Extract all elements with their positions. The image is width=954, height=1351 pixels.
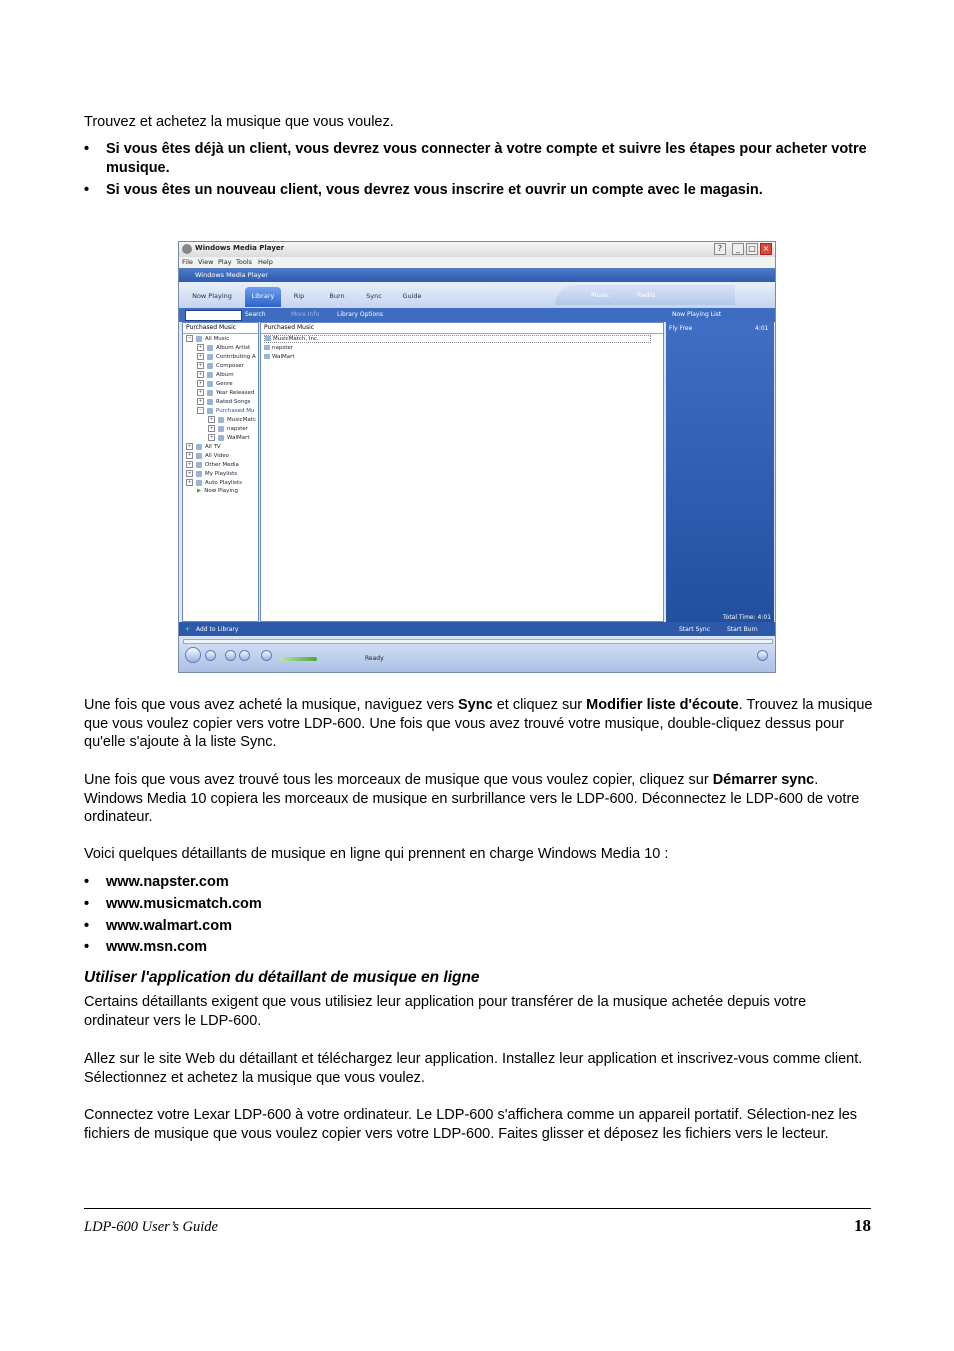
bullet-icon: •: [84, 896, 90, 912]
list-item[interactable]: MusicMatch, Inc.: [264, 335, 651, 343]
tree-item[interactable]: + Auto Playlists: [187, 479, 242, 486]
tree-item[interactable]: + Album Artist: [198, 344, 251, 351]
site-link: www.msn.com: [106, 939, 207, 955]
tab-music[interactable]: Music: [591, 291, 610, 299]
library-tree-pane: [182, 322, 259, 622]
add-icon: +: [185, 626, 191, 633]
site-link: www.napster.com: [106, 874, 229, 890]
library-content-pane: [260, 322, 664, 622]
bullet-icon: •: [84, 141, 90, 157]
paragraph-sync: Une fois que vous avez acheté la musique, naviguez vers Sync et cliquez sur Modifier liste d'écoute. Trouvez la musique que vous voulez copier vers votre LDP-600. Une fois que vous avez trouvé votre musique, double-cliquez dessus pour qu'elle s'ajoute à la liste Sync.: [84, 697, 873, 750]
status-text: Ready: [365, 655, 384, 662]
bullet-icon: •: [84, 918, 90, 934]
player-controls: [179, 636, 775, 673]
now-playing-list-pane: [666, 322, 774, 622]
menu-tools[interactable]: Tools: [236, 258, 253, 266]
tree-item[interactable]: + napster: [209, 425, 249, 432]
wmp-screenshot: [178, 241, 776, 673]
playlist-item-time: 4:01: [755, 325, 769, 332]
tab-sync[interactable]: Sync: [366, 292, 382, 300]
start-sync-button[interactable]: Start Sync: [679, 626, 711, 633]
content-header: Purchased Music: [261, 323, 663, 334]
next-icon[interactable]: [239, 650, 250, 661]
search-input[interactable]: [185, 310, 242, 321]
app-icon: [182, 244, 192, 254]
now-playing-list-button[interactable]: Now Playing List: [672, 311, 722, 318]
bullet-icon: •: [84, 939, 90, 955]
list-item[interactable]: WalMart: [264, 354, 295, 360]
tree-item[interactable]: − All Music: [187, 335, 230, 342]
seek-bar[interactable]: [183, 639, 773, 644]
tree-item[interactable]: ▶ Now Playing: [197, 488, 238, 494]
bullet-item: [84, 938, 874, 957]
add-to-library-button[interactable]: Add to Library: [196, 626, 239, 633]
bullet-item: [84, 895, 874, 914]
tab-radio[interactable]: Radio: [637, 291, 656, 299]
library-options-button[interactable]: Library Options: [337, 311, 384, 318]
close-icon[interactable]: ×: [760, 243, 772, 255]
tree-item[interactable]: + Composer: [198, 362, 244, 369]
bullet-item: [84, 181, 874, 200]
tree-item[interactable]: + Contributing A: [198, 353, 256, 360]
play-icon[interactable]: [185, 647, 201, 663]
maximize-icon[interactable]: □: [746, 243, 758, 255]
more-info-button[interactable]: More Info: [291, 311, 320, 318]
search-button[interactable]: Search: [245, 311, 266, 318]
tab-now-playing[interactable]: Now Playing: [192, 292, 232, 300]
tree-item[interactable]: + My Playlists: [187, 470, 238, 477]
skin-title: Windows Media Player: [195, 271, 268, 279]
list-item[interactable]: napster: [264, 345, 293, 351]
tab-burn[interactable]: Burn: [329, 292, 345, 300]
bullet-item: [84, 873, 874, 892]
window-title: Windows Media Player: [195, 244, 285, 252]
skin-titlebar: [179, 268, 775, 282]
bullet-icon: •: [84, 182, 90, 198]
total-time: Total Time: 4:01: [723, 614, 772, 621]
menu-help[interactable]: Help: [258, 258, 273, 266]
library-toolbar: [179, 308, 775, 322]
task-tabs: [179, 282, 775, 309]
paragraph-connect: Connectez votre Lexar LDP-600 à votre ordinateur. Le LDP-600 s'affichera comme un appareil portatif. Sélection-nez les fichiers de musique que vous voulez copier vers votre LDP-600. Faites glisser et déposez les fichiers vers le lecteur.: [84, 1107, 858, 1142]
page-number: 18: [854, 1216, 871, 1235]
online-store-tabs: [555, 285, 735, 305]
section-heading: Utiliser l'application du détaillant de musique en ligne: [84, 969, 480, 986]
tab-guide[interactable]: Guide: [402, 292, 422, 300]
tree-item[interactable]: + WalMart: [209, 434, 250, 441]
switch-to-compact-icon[interactable]: [757, 650, 768, 661]
bullet-text: Si vous êtes déjà un client, vous devrez vous connecter à votre compte et suivre les étapes pour acheter votre musique.: [106, 141, 867, 176]
mute-icon[interactable]: [261, 650, 272, 661]
menu-play[interactable]: Play: [218, 258, 232, 266]
tree-header: Purchased Music: [183, 323, 258, 334]
tree-item[interactable]: + Year Released: [198, 389, 255, 396]
paragraph-retailer-app: Certains détaillants exigent que vous utilisiez leur application pour transférer de la musique achetée depuis votre ordinateur vers le LDP-600.: [84, 994, 807, 1029]
bullet-item: [84, 140, 874, 177]
window-titlebar: [179, 242, 775, 258]
tree-item[interactable]: + Genre: [198, 380, 233, 387]
tree-item[interactable]: + MusicMatc: [209, 416, 256, 423]
help-icon[interactable]: ?: [714, 243, 726, 255]
tree-item[interactable]: + Rated Songs: [198, 398, 251, 405]
footer-divider: [84, 1208, 871, 1209]
bottom-actions: [179, 622, 775, 636]
tree-item[interactable]: − Purchased Mu: [198, 407, 255, 414]
paragraph-start-sync: Une fois que vous avez trouvé tous les morceaux de musique que vous voulez copier, cliquez sur Démarrer sync. Windows Media 10 copiera les morceaux de musique en surbrillance vers le LDP-600. Déconnectez le LDP-600 de votre ordinateur.: [84, 772, 860, 825]
bullet-text: Si vous êtes un nouveau client, vous devrez vous inscrire et ouvrir un compte avec le magasin.: [106, 182, 763, 198]
previous-icon[interactable]: [225, 650, 236, 661]
start-burn-button[interactable]: Start Burn: [727, 626, 758, 633]
menu-view[interactable]: View: [198, 258, 214, 266]
tree-item[interactable]: + All Video: [187, 452, 229, 459]
site-link: www.musicmatch.com: [106, 896, 262, 912]
intro-text: Trouvez et achetez la musique que vous voulez.: [84, 114, 394, 130]
tree-item[interactable]: + Other Media: [187, 461, 239, 468]
bullet-item: [84, 917, 874, 936]
bullet-icon: •: [84, 874, 90, 890]
tree-item[interactable]: + All TV: [187, 443, 221, 450]
tab-library[interactable]: Library: [245, 287, 281, 307]
menu-file[interactable]: File: [182, 258, 193, 266]
paragraph-retailers: Voici quelques détaillants de musique en ligne qui prennent en charge Windows Media 10 :: [84, 846, 669, 862]
paragraph-install-app: Allez sur le site Web du détaillant et téléchargez leur application. Installez leur application et inscrivez-vous comme client. Sélectionnez et achetez la musique que vous voulez.: [84, 1051, 863, 1086]
footer-guide-title: LDP-600 User’s Guide: [84, 1219, 218, 1235]
volume-slider[interactable]: [279, 657, 317, 661]
tree-item[interactable]: + Album: [198, 371, 234, 378]
minimize-icon[interactable]: _: [732, 243, 744, 255]
site-link: www.walmart.com: [106, 918, 232, 934]
playlist-item-title[interactable]: Fly Free: [669, 325, 693, 332]
tab-rip[interactable]: Rip: [293, 292, 305, 300]
stop-icon[interactable]: [205, 650, 216, 661]
